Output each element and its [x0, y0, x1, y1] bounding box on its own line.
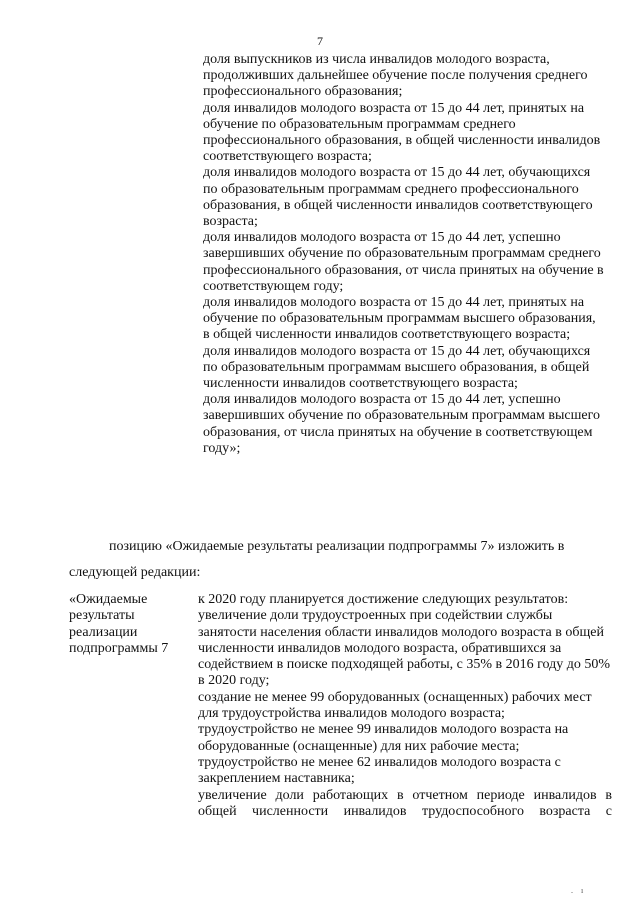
list-item: доля инвалидов молодого возраста от 15 до 44 лет, успешно завершивших обучение по образовательным программам среднего профессионального образования, от числа принятых на обучение в соответствующем году;: [203, 230, 604, 294]
list-item: трудоустройство не менее 62 инвалидов молодого возраста с закреплением наставника;: [198, 754, 561, 787]
list-item: создание не менее 99 оборудованных (оснащенных) рабочих мест для трудоустройства инвалидов молодого возраста;: [198, 689, 592, 722]
intro-paragraph-continuation: следующей редакции:: [69, 565, 201, 580]
list-item: трудоустройство не менее 99 инвалидов молодого возраста на оборудованные (оснащенные) для них рабочие места;: [198, 722, 569, 754]
position-label-line: подпрограммы 7: [69, 640, 169, 656]
list-item: доля инвалидов молодого возраста от 15 до 44 лет, успешно завершивших обучение по образовательным программам высшего образования, от числа принятых на обучение в соответствующем году»;: [203, 392, 600, 456]
list-item: доля инвалидов молодого возраста от 15 до 44 лет, обучающихся по образовательным программам высшего образования, в общей численности инвалидов соответствующего возраста;: [203, 343, 591, 392]
position-label-line: реализации: [69, 624, 138, 640]
list-item: доля инвалидов молодого возраста от 15 до 44 лет, принятых на обучение по образовательным программам высшего образования, в общей численности инвалидов соответствующего возраста;: [203, 295, 596, 343]
list-item: доля выпускников из числа инвалидов молодого возраста, продолживших дальнейшее обучение после получения среднего профессионального образования;: [203, 52, 588, 100]
indicator-list: [203, 52, 605, 457]
scan-marks: . ı: [571, 886, 587, 895]
position-label-line: результаты: [69, 608, 135, 624]
list-item: к 2020 году планируется достижение следующих результатов:: [198, 592, 569, 607]
position-label-line: «Ожидаемые: [69, 592, 148, 607]
position-label: [69, 592, 189, 657]
list-item: увеличение доли трудоустроенных при содействии службы занятости населения области инвалидов молодого возраста в общей численности инвалидов молодого возраста, обратившихся за содействием в поиске подходящей работы, с 35% в 2016 году до 50% в 2020 году;: [198, 608, 611, 689]
expected-results-list: [198, 592, 612, 820]
list-item: доля инвалидов молодого возраста от 15 до 44 лет, принятых на обучение по образовательным программам среднего профессионального образования, в общей численности инвалидов соответствующего возраста;: [203, 100, 601, 165]
intro-paragraph: позицию «Ожидаемые результаты реализации подпрограммы 7» изложить в: [109, 539, 565, 554]
list-item: доля инвалидов молодого возраста от 15 до 44 лет, обучающихся по образовательным программам среднего профессионального образования, в общей численности инвалидов соответствующего возраста;: [203, 165, 593, 230]
list-item: увеличение доли работающих в отчетном периоде инвалидов в общей численности инвалидов трудоспособного возраста с: [198, 787, 612, 819]
page-number: 7: [317, 34, 323, 48]
